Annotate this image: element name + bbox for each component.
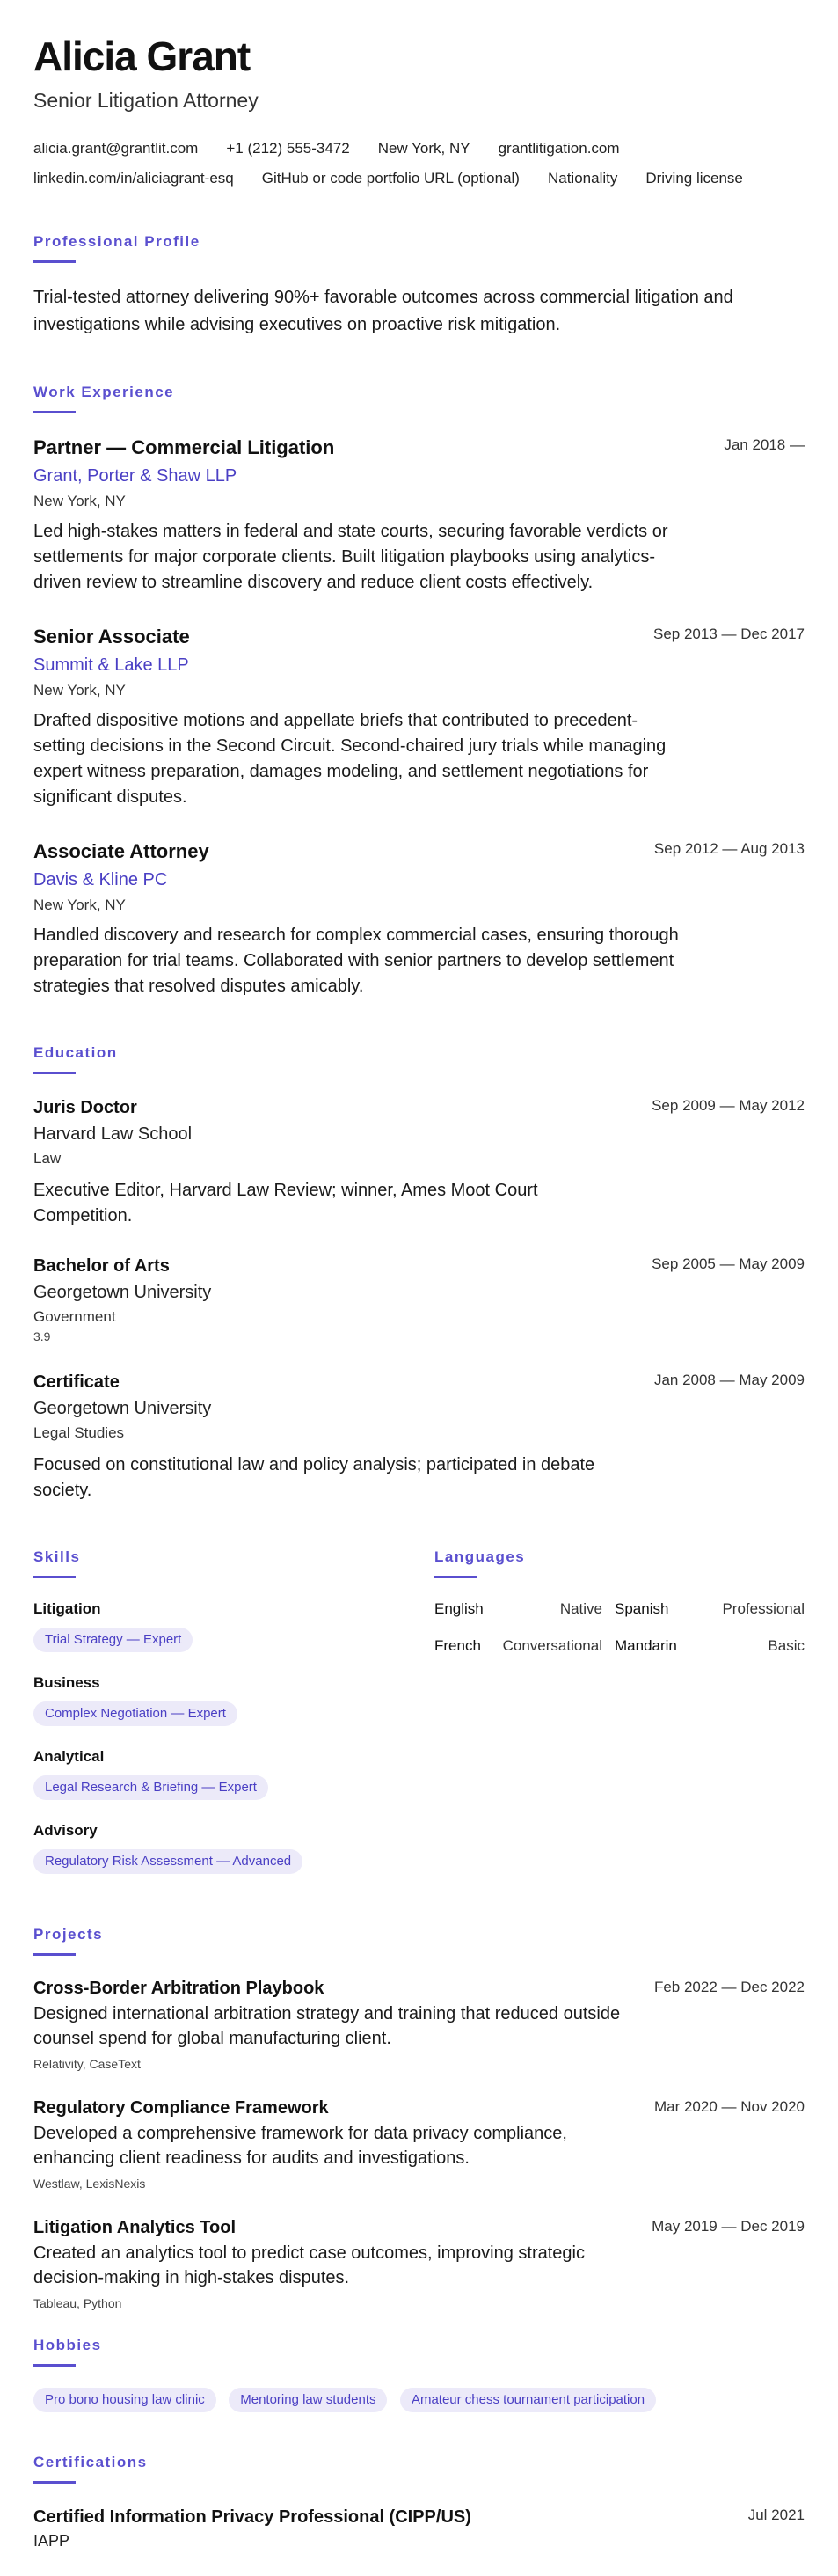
hobby-tag: Pro bono housing law clinic xyxy=(33,2388,216,2412)
education-section xyxy=(33,1043,805,1504)
hobbies-section xyxy=(33,2336,805,2412)
project-dates: May 2019 — Dec 2019 xyxy=(652,2218,805,2235)
education-dates: Sep 2005 — May 2009 xyxy=(652,1255,805,1272)
skill-group xyxy=(33,1747,434,1800)
experience-entry xyxy=(33,624,805,810)
job-title: Senior Associate xyxy=(33,626,190,648)
project-technologies: Relativity, CaseText xyxy=(33,2057,141,2071)
language-grid xyxy=(434,1599,805,1656)
section-heading: Languages xyxy=(434,1548,526,1565)
skill-tag: Complex Negotiation — Expert xyxy=(33,1701,237,1726)
languages-section xyxy=(434,1548,805,1895)
skill-tag: Legal Research & Briefing — Expert xyxy=(33,1775,268,1800)
school-name: Harvard Law School xyxy=(33,1124,193,1144)
education-entry xyxy=(33,1370,805,1504)
skill-category: Advisory xyxy=(33,1822,98,1839)
contact-linkedin[interactable]: linkedin.com/in/aliciagrant-esq xyxy=(33,170,234,187)
projects-section xyxy=(33,1925,805,2311)
project-entry xyxy=(33,2216,805,2311)
candidate-name: Alicia Grant xyxy=(33,33,251,79)
skill-group xyxy=(33,1599,434,1652)
section-divider xyxy=(434,1576,477,1578)
job-description: Led high-stakes matters in federal and state courts, securing favorable verdicts or settlements for major corporate clients. Built litigation playbooks using analytics-driven review to streamline discovery and reduce client costs effectively. xyxy=(33,522,668,592)
section-heading: Hobbies xyxy=(33,2337,102,2353)
education-description: Executive Editor, Harvard Law Review; winner, Ames Moot Court Competition. xyxy=(33,1181,538,1226)
contact-github[interactable]: GitHub or code portfolio URL (optional) xyxy=(261,170,520,187)
certification-issuer: IAPP xyxy=(33,2532,70,2550)
certification-entry xyxy=(33,2505,805,2552)
skills-languages-row xyxy=(33,1548,805,1895)
job-title: Associate Attorney xyxy=(33,840,209,862)
field-of-study: Legal Studies xyxy=(33,1424,125,1441)
section-divider xyxy=(33,1576,76,1578)
experience-dates: Sep 2013 — Dec 2017 xyxy=(652,626,805,642)
section-divider xyxy=(33,260,76,263)
contact-driving-license: Driving license xyxy=(645,170,743,187)
language-level: Conversational xyxy=(502,1637,602,1654)
project-dates: Mar 2020 — Nov 2020 xyxy=(653,2098,805,2115)
section-heading: Certifications xyxy=(33,2454,148,2470)
section-heading: Skills xyxy=(33,1548,81,1565)
project-title: Litigation Analytics Tool xyxy=(33,2218,236,2237)
education-entry xyxy=(33,1254,805,1345)
job-location: New York, NY xyxy=(33,682,126,699)
section-heading: Professional Profile xyxy=(33,233,200,250)
project-title: Cross-Border Arbitration Playbook xyxy=(33,1979,324,1998)
language-name: Spanish xyxy=(615,1600,669,1617)
project-technologies: Tableau, Python xyxy=(33,2296,122,2310)
education-dates: Sep 2009 — May 2012 xyxy=(652,1097,805,1114)
section-divider xyxy=(33,2364,76,2367)
skill-tag: Trial Strategy — Expert xyxy=(33,1628,193,1652)
education-description: Focused on constitutional law and policy analysis; participated in debate society. xyxy=(33,1455,595,1500)
certification-name: Certified Information Privacy Professional (CIPP/US) xyxy=(33,2507,471,2527)
skill-group xyxy=(33,1821,434,1874)
education-entry xyxy=(33,1095,805,1229)
degree: Bachelor of Arts xyxy=(33,1256,170,1276)
company-name: Grant, Porter & Shaw LLP xyxy=(33,466,237,486)
contact-phone[interactable]: +1 (212) 555-3472 xyxy=(226,140,350,157)
degree: Certificate xyxy=(33,1372,120,1392)
job-title: Partner — Commercial Litigation xyxy=(33,436,335,458)
experience-entry xyxy=(33,838,805,999)
project-dates: Feb 2022 — Dec 2022 xyxy=(653,1979,805,1995)
language-item xyxy=(615,1599,805,1619)
section-divider xyxy=(33,2481,76,2484)
hobby-tag: Amateur chess tournament participation xyxy=(400,2388,656,2412)
company-name: Summit & Lake LLP xyxy=(33,655,189,675)
project-description: Developed a comprehensive framework for data privacy compliance, enhancing client readiness for audits and investigations. xyxy=(33,2124,567,2168)
section-heading: Projects xyxy=(33,1926,104,1943)
skill-category: Litigation xyxy=(33,1600,101,1617)
experience-section xyxy=(33,383,805,999)
hobby-list xyxy=(33,2388,805,2412)
job-description: Drafted dispositive motions and appellate briefs that contributed to precedent-setting decisions in the Second Circuit. Second-chaired jury trials while managing expert witness preparation, damages modeling, and settlement negotiations for significant disputes. xyxy=(33,711,667,807)
skill-tag: Regulatory Risk Assessment — Advanced xyxy=(33,1849,302,1874)
language-name: English xyxy=(434,1600,484,1617)
field-of-study: Law xyxy=(33,1150,62,1167)
experience-dates: Jan 2018 — xyxy=(724,436,805,453)
skill-category: Analytical xyxy=(33,1748,105,1765)
project-entry xyxy=(33,2097,805,2192)
skill-category: Business xyxy=(33,1674,100,1691)
school-name: Georgetown University xyxy=(33,1399,212,1418)
candidate-title: Senior Litigation Attorney xyxy=(33,89,259,112)
experience-dates: Sep 2012 — Aug 2013 xyxy=(653,840,805,857)
job-location: New York, NY xyxy=(33,493,126,509)
language-level: Native xyxy=(559,1600,602,1617)
project-technologies: Westlaw, LexisNexis xyxy=(33,2177,146,2191)
contact-list xyxy=(33,139,807,188)
language-item xyxy=(434,1599,615,1619)
skills-section xyxy=(33,1548,434,1895)
contact-nationality: Nationality xyxy=(547,170,618,187)
degree: Juris Doctor xyxy=(33,1098,137,1117)
language-level: Basic xyxy=(768,1637,805,1654)
school-name: Georgetown University xyxy=(33,1283,212,1302)
section-heading: Work Experience xyxy=(33,384,175,400)
contact-location: New York, NY xyxy=(377,140,470,157)
profile-summary: Trial-tested attorney delivering 90%+ favorable outcomes across commercial litigation and investigations while advising executives on proactive risk mitigation. xyxy=(33,288,733,334)
company-name: Davis & Kline PC xyxy=(33,870,168,889)
hobby-tag: Mentoring law students xyxy=(229,2388,387,2412)
job-description: Handled discovery and research for complex commercial cases, ensuring thorough preparation for trial teams. Collaborated with senior partners to develop settlement strategies that resolved disputes amicably. xyxy=(33,926,679,996)
project-description: Designed international arbitration strategy and training that reduced outside counsel spend for global manufacturing client. xyxy=(33,2004,621,2048)
experience-entry xyxy=(33,435,805,596)
language-level: Professional xyxy=(722,1600,805,1617)
field-of-study: Government xyxy=(33,1308,116,1325)
section-divider xyxy=(33,1072,76,1074)
project-title: Regulatory Compliance Framework xyxy=(33,2098,329,2118)
profile-section xyxy=(33,232,805,339)
contact-email[interactable]: alicia.grant@grantlit.com xyxy=(33,140,199,157)
language-item xyxy=(434,1636,615,1656)
contact-website[interactable]: grantlitigation.com xyxy=(498,140,620,157)
project-description: Created an analytics tool to predict case outcomes, improving strategic decision-making in high-stakes disputes. xyxy=(33,2243,585,2287)
job-location: New York, NY xyxy=(33,896,126,913)
skill-group xyxy=(33,1673,434,1726)
section-heading: Education xyxy=(33,1044,118,1061)
resume-header xyxy=(33,33,805,188)
section-divider xyxy=(33,1953,76,1956)
certification-date: Jul 2021 xyxy=(747,2506,805,2523)
gpa: 3.9 xyxy=(33,1329,51,1343)
language-name: French xyxy=(434,1637,481,1654)
certifications-section xyxy=(33,2453,805,2552)
project-entry xyxy=(33,1977,805,2072)
language-item xyxy=(615,1636,805,1656)
section-divider xyxy=(33,411,76,413)
language-name: Mandarin xyxy=(615,1637,677,1654)
education-dates: Jan 2008 — May 2009 xyxy=(653,1372,805,1388)
